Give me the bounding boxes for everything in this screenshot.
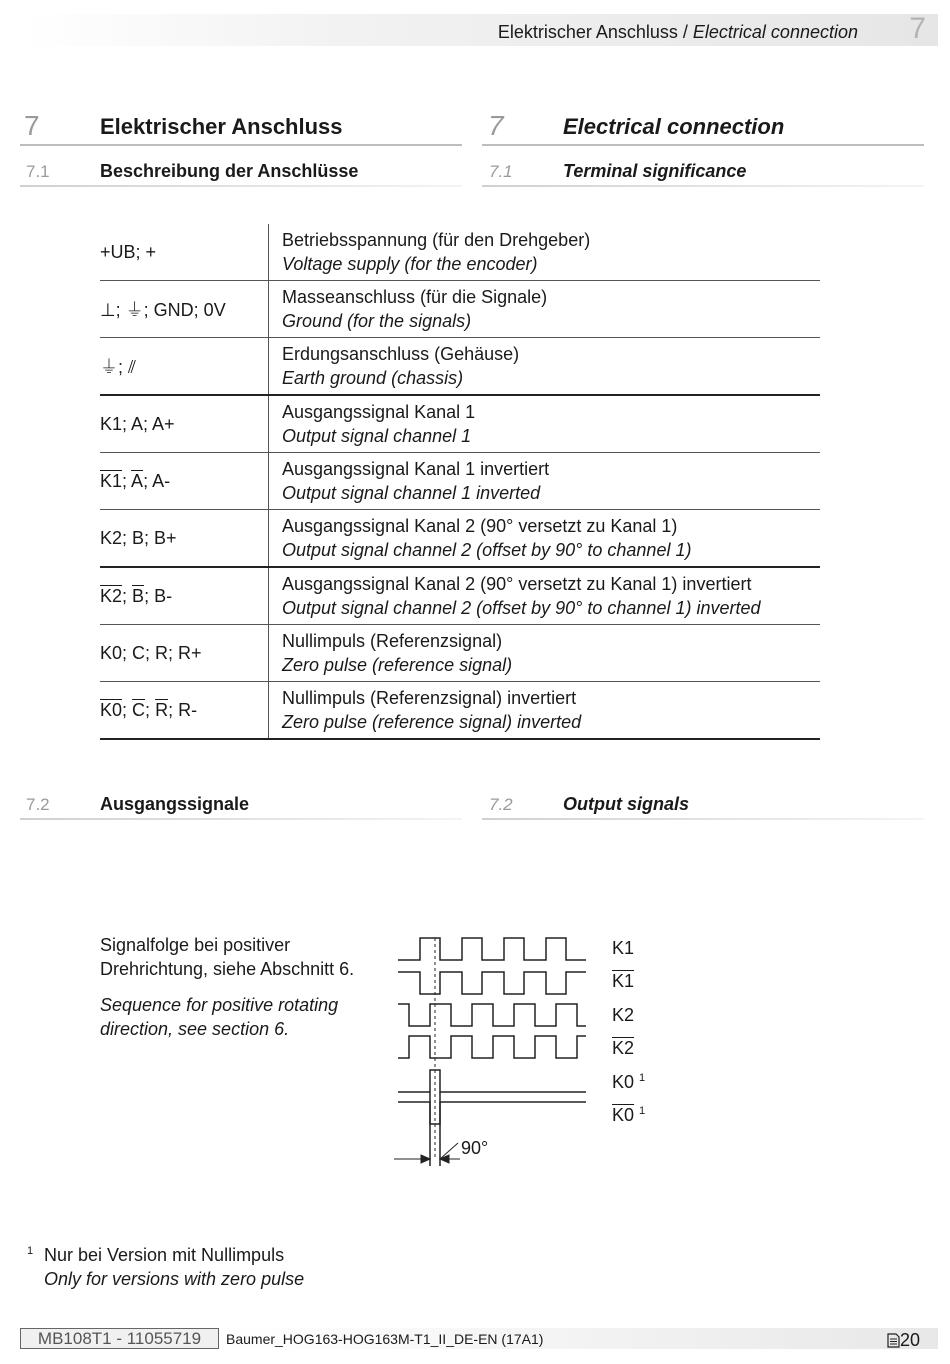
footnote [44,1243,304,1291]
symbol-part: $\overline{B}$ [132,585,145,606]
table-row [100,338,820,396]
table-row [100,682,820,740]
signal-label-k0-inverted [612,1105,645,1126]
subsection-rule-en [482,818,924,820]
terminal-symbol-inverted [100,453,269,510]
symbol-part: R- [178,699,198,720]
overline-symbol [100,471,170,491]
page-number: 20 [899,1330,920,1350]
footnote-en: Only for versions with zero pulse [44,1269,305,1289]
symbol-part: $\overline{A}$ [131,470,144,491]
header-title-en: Electrical connection [692,22,858,42]
symbol-separator: ; [122,470,132,491]
text-line: direction, see section 6. [100,1019,290,1039]
signal-sequence-text-en [100,993,338,1041]
terminal-symbol: ⏚; ⫽ [100,338,269,396]
symbol-separator: ; [168,699,179,720]
footnote-ref: 1 [639,1105,646,1117]
terminal-description [269,625,821,682]
terminal-symbol-inverted [100,567,269,625]
subsection-rule-de [20,185,462,187]
subsection-title-de: Beschreibung der Anschlüsse [100,161,359,181]
desc-de: Nullimpuls (Referenzsignal) invertiert [282,688,577,708]
terminal-symbol: K2; B; B+ [100,510,269,568]
overline-symbol [100,700,197,720]
symbol-part: A- [152,470,171,491]
running-header [498,22,858,43]
overline-label: K0 [612,1105,635,1125]
table-row [100,625,820,682]
terminal-description [269,395,821,453]
k0-inverted-waveform [398,1102,586,1124]
desc-de: Ausgangssignal Kanal 1 invertiert [282,459,550,479]
desc-de: Masseanschluss (für die Signale) [282,287,548,307]
subsection-number-en: 7.2 [489,795,513,814]
symbol-part: $\overline{C}$ [132,699,146,720]
symbol-part: B- [154,585,173,606]
desc-en: Voltage supply (for the encoder) [282,254,538,274]
terminal-description [269,281,821,338]
k0-waveform [398,1070,586,1092]
terminal-symbol: K1; A; A+ [100,395,269,453]
table-row [100,453,820,510]
header-separator: / [677,22,693,42]
text-line: Drehrichtung, siehe Abschnitt 6. [100,959,355,979]
table-row [100,281,820,338]
signal-label-k2-inverted [612,1038,634,1059]
terminal-description [269,453,821,510]
terminal-symbol: +UB; + [100,224,269,281]
symbol-part: K2 [100,585,123,606]
table-row [100,395,820,453]
table-row [100,510,820,568]
signal-label-k1: K1 [612,938,635,958]
k1-inverted-waveform [398,972,586,994]
desc-de: Ausgangssignal Kanal 2 (90° versetzt zu Kanal 1) invertiert [282,574,752,594]
text-line: Signalfolge bei positiver [100,935,291,955]
overline-label: K1 [612,971,635,991]
page-number-block [887,1330,920,1351]
text-line: Sequence for positive rotating [100,995,339,1015]
subsection-title-en: Output signals [563,794,689,814]
header-chapter-number: 7 [909,12,926,45]
label-text: K0 [612,1072,635,1092]
subsection-number-de: 7.1 [26,162,50,181]
terminal-table [100,224,820,740]
terminal-description [269,567,821,625]
table-row [100,567,820,625]
overline-symbol [100,586,172,606]
section-rule-de [20,144,462,146]
desc-de: Ausgangssignal Kanal 2 (90° versetzt zu Kanal 1) [282,516,678,536]
terminal-description [269,338,821,396]
footnote-mark: 1 [27,1245,34,1257]
signal-label-k0 [612,1072,645,1093]
symbol-separator: ; [143,470,153,491]
section-number-de: 7 [24,110,40,141]
symbol-separator: ; [122,585,133,606]
signal-label-k1-inverted [612,971,634,992]
desc-en: Output signal channel 2 (offset by 90° to channel 1) [282,540,692,560]
symbol-part: K0 [100,699,123,720]
terminal-symbol: K0; C; R; R+ [100,625,269,682]
terminal-symbol: ⊥; ⏚; GND; 0V [100,281,269,338]
phase-label: 90° [461,1138,489,1158]
desc-de: Ausgangssignal Kanal 1 [282,402,476,422]
subsection-number-en: 7.1 [489,162,513,181]
section-number-en: 7 [488,110,504,141]
section-title-de: Elektrischer Anschluss [100,114,343,139]
desc-de: Erdungsanschluss (Gehäuse) [282,344,520,364]
signal-timing-diagram [390,930,600,1170]
k1-waveform [398,938,586,960]
desc-en: Zero pulse (reference signal) [282,655,513,675]
section-title-en: Electrical connection [563,114,785,139]
desc-en: Output signal channel 1 inverted [282,483,541,503]
phase-dimension [394,1143,460,1163]
desc-en: Output signal channel 1 [282,426,472,446]
table-row [100,224,820,281]
terminal-description [269,224,821,281]
desc-de: Betriebsspannung (für den Drehgeber) [282,230,591,250]
subsection-number-de: 7.2 [26,795,50,814]
footnote-ref: 1 [639,1072,646,1084]
terminal-description [269,682,821,740]
footnote-de: Nur bei Version mit Nullimpuls [44,1245,285,1265]
symbol-part: K1 [100,470,123,491]
subsection-rule-en [482,185,924,187]
desc-en: Earth ground (chassis) [282,368,464,388]
desc-en: Output signal channel 2 (offset by 90° to channel 1) inverted [282,598,761,618]
signal-label-k2: K2 [612,1005,635,1025]
subsection-title-de: Ausgangssignale [100,794,250,814]
desc-de: Nullimpuls (Referenzsignal) [282,631,503,651]
symbol-separator: ; [145,699,156,720]
signal-sequence-text-de [100,933,354,981]
overline-label: K2 [612,1038,635,1058]
desc-en: Zero pulse (reference signal) inverted [282,712,582,732]
footer-doc-name: Baumer_HOG163-HOG163M-T1_II_DE-EN (17A1) [226,1331,544,1347]
page-icon [887,1333,900,1348]
terminal-symbol-inverted [100,682,269,740]
subsection-rule-de [20,818,462,820]
subsection-title-en: Terminal significance [563,161,747,181]
k2-waveform [398,1004,586,1026]
symbol-separator: ; [144,585,155,606]
section-rule-en [482,144,924,146]
symbol-part: $\overline{R}$ [155,699,169,720]
k2-inverted-waveform [398,1036,586,1058]
symbol-separator: ; [122,699,133,720]
terminal-description [269,510,821,568]
footer-doc-id: MB108T1 - 11055719 [20,1328,219,1349]
desc-en: Ground (for the signals) [282,311,472,331]
header-title-de: Elektrischer Anschluss [497,22,678,42]
